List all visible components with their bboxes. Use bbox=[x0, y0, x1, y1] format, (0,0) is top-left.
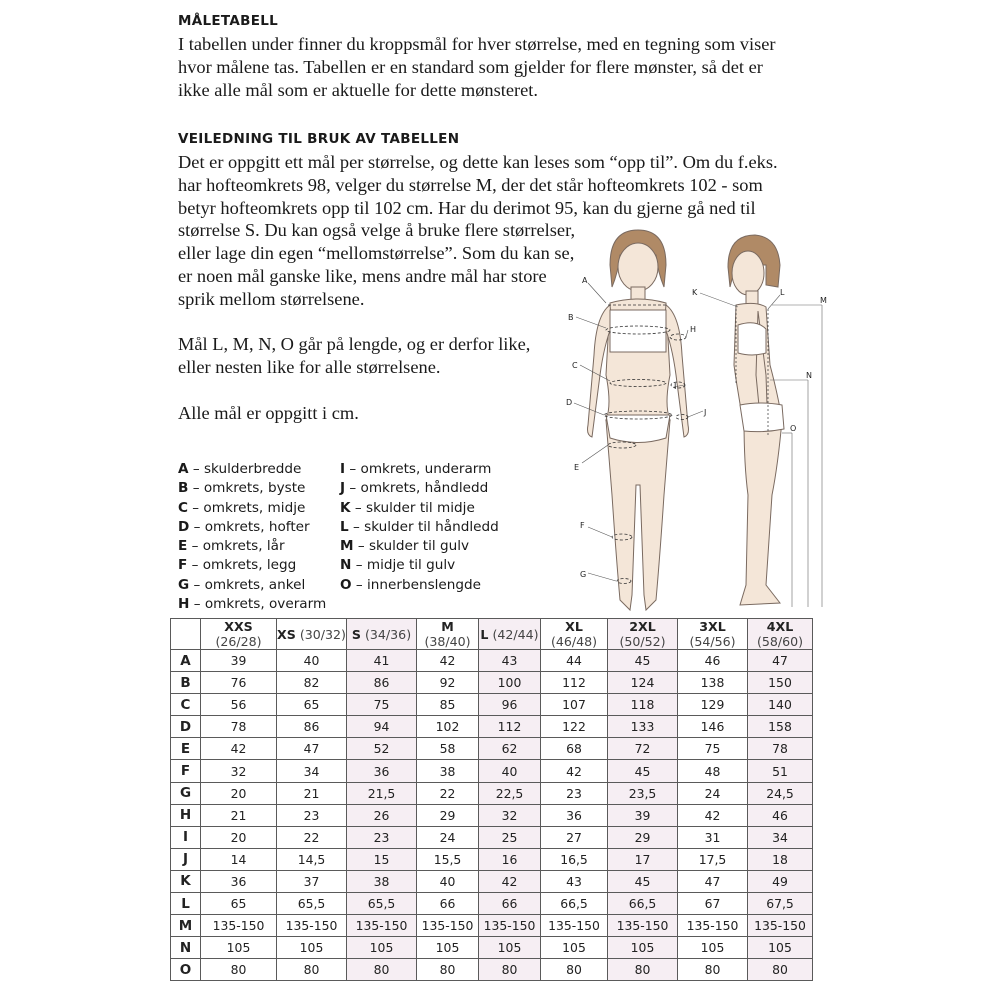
table-corner bbox=[171, 619, 201, 650]
row-label: E bbox=[171, 738, 201, 760]
figure-label-l: L bbox=[780, 288, 785, 297]
table-cell: 40 bbox=[417, 870, 479, 892]
guide-line: betyr hofteomkrets opp til 102 cm. Har du derimot 95, kan du gjerne gå ned til bbox=[178, 197, 756, 218]
table-cell: 21 bbox=[201, 804, 277, 826]
table-cell: 80 bbox=[541, 959, 608, 981]
table-cell: 36 bbox=[201, 870, 277, 892]
row-label: F bbox=[171, 760, 201, 782]
row-label: H bbox=[171, 804, 201, 826]
table-row bbox=[171, 893, 813, 915]
table-cell: 47 bbox=[748, 650, 813, 672]
row-label: G bbox=[171, 782, 201, 804]
table-cell: 66 bbox=[417, 893, 479, 915]
table-cell: 41 bbox=[347, 650, 417, 672]
table-row bbox=[171, 826, 813, 848]
table-cell: 31 bbox=[678, 826, 748, 848]
table-cell: 72 bbox=[608, 738, 678, 760]
table-cell: 38 bbox=[417, 760, 479, 782]
table-cell: 49 bbox=[748, 870, 813, 892]
table-cell: 47 bbox=[678, 870, 748, 892]
figure-label-j: J bbox=[704, 408, 707, 417]
table-cell: 17 bbox=[608, 848, 678, 870]
table-cell: 34 bbox=[748, 826, 813, 848]
table-cell: 58 bbox=[417, 738, 479, 760]
row-label: C bbox=[171, 694, 201, 716]
table-cell: 105 bbox=[201, 937, 277, 959]
table-cell: 39 bbox=[608, 804, 678, 826]
table-cell: 37 bbox=[277, 870, 347, 892]
table-row bbox=[171, 959, 813, 981]
table-cell: 17,5 bbox=[678, 848, 748, 870]
legend-item: L – skulder til håndledd bbox=[340, 518, 499, 535]
table-cell: 29 bbox=[417, 804, 479, 826]
table-cell: 14 bbox=[201, 848, 277, 870]
table-cell: 86 bbox=[347, 672, 417, 694]
table-cell: 133 bbox=[608, 716, 678, 738]
table-cell: 56 bbox=[201, 694, 277, 716]
row-label: L bbox=[171, 893, 201, 915]
table-cell: 107 bbox=[541, 694, 608, 716]
table-row bbox=[171, 937, 813, 959]
legend-left bbox=[178, 460, 326, 614]
intro-line: hvor målene tas. Tabellen er en standard som gjelder for flere mønster, så det er bbox=[178, 56, 763, 77]
figure-label-m: M bbox=[820, 296, 827, 305]
table-cell: 20 bbox=[201, 782, 277, 804]
row-label: N bbox=[171, 937, 201, 959]
table-cell: 23 bbox=[347, 826, 417, 848]
row-label: B bbox=[171, 672, 201, 694]
table-cell: 25 bbox=[479, 826, 541, 848]
table-cell: 65 bbox=[277, 694, 347, 716]
table-cell: 135-150 bbox=[678, 915, 748, 937]
size-header-s: S (34/36) bbox=[347, 619, 417, 650]
size-header-xl: XL (46/48) bbox=[541, 619, 608, 650]
table-cell: 80 bbox=[277, 959, 347, 981]
side-bra-icon bbox=[738, 323, 766, 355]
guide-line: Mål L, M, N, O går på lengde, og er derfor like, bbox=[178, 334, 531, 355]
table-cell: 16 bbox=[479, 848, 541, 870]
table-cell: 92 bbox=[417, 672, 479, 694]
table-cell: 42 bbox=[201, 738, 277, 760]
intro-line: ikke alle mål som er aktuelle for dette mønsteret. bbox=[178, 79, 539, 100]
table-cell: 21 bbox=[277, 782, 347, 804]
figure-label-h: H bbox=[690, 325, 697, 334]
side-leg-icon bbox=[740, 420, 782, 605]
front-brief-icon bbox=[606, 415, 670, 443]
legend-item: H – omkrets, overarm bbox=[178, 596, 327, 613]
table-cell: 43 bbox=[479, 650, 541, 672]
size-header-m: M (38/40) bbox=[417, 619, 479, 650]
table-cell: 135-150 bbox=[479, 915, 541, 937]
table-cell: 65 bbox=[201, 893, 277, 915]
table-row bbox=[171, 672, 813, 694]
table-cell: 78 bbox=[201, 716, 277, 738]
table-cell: 118 bbox=[608, 694, 678, 716]
table-cell: 135-150 bbox=[417, 915, 479, 937]
intro-paragraph bbox=[178, 33, 776, 101]
table-cell: 85 bbox=[417, 694, 479, 716]
table-cell: 80 bbox=[748, 959, 813, 981]
legend-right bbox=[340, 460, 499, 595]
table-cell: 23,5 bbox=[608, 782, 678, 804]
table-cell: 150 bbox=[748, 672, 813, 694]
table-cell: 105 bbox=[277, 937, 347, 959]
row-label: O bbox=[171, 959, 201, 981]
guide-line: Alle mål er oppgitt i cm. bbox=[178, 402, 359, 423]
table-cell: 158 bbox=[748, 716, 813, 738]
table-cell: 32 bbox=[201, 760, 277, 782]
table-cell: 51 bbox=[748, 760, 813, 782]
table-cell: 24 bbox=[678, 782, 748, 804]
table-cell: 67,5 bbox=[748, 893, 813, 915]
table-cell: 76 bbox=[201, 672, 277, 694]
table-cell: 80 bbox=[201, 959, 277, 981]
section-heading-veiledning: VEILEDNING TIL BRUK AV TABELLEN bbox=[178, 131, 460, 147]
table-cell: 105 bbox=[608, 937, 678, 959]
figure-label-a: A bbox=[582, 276, 588, 285]
figure-label-g: G bbox=[580, 570, 587, 579]
guide-line: har hofteomkrets 98, velger du størrelse M, der det står hofteomkrets 102 - som bbox=[178, 174, 763, 195]
table-cell: 135-150 bbox=[541, 915, 608, 937]
figure-label-b: B bbox=[568, 313, 574, 322]
table-cell: 38 bbox=[347, 870, 417, 892]
table-cell: 66,5 bbox=[608, 893, 678, 915]
row-label: A bbox=[171, 650, 201, 672]
table-cell: 24 bbox=[417, 826, 479, 848]
figure-label-f: F bbox=[580, 521, 585, 530]
table-row bbox=[171, 782, 813, 804]
figure-label-k: K bbox=[692, 288, 698, 297]
table-row bbox=[171, 738, 813, 760]
legend-item: O – innerbenslengde bbox=[340, 576, 482, 593]
front-legs-icon bbox=[606, 420, 670, 610]
table-cell: 75 bbox=[347, 694, 417, 716]
table-cell: 42 bbox=[479, 870, 541, 892]
table-cell: 22 bbox=[277, 826, 347, 848]
table-cell: 20 bbox=[201, 826, 277, 848]
table-cell: 66,5 bbox=[541, 893, 608, 915]
legend-item: F – omkrets, legg bbox=[178, 557, 297, 574]
figure-label-n: N bbox=[806, 371, 812, 380]
table-body bbox=[171, 650, 813, 981]
guide-line: størrelse S. Du kan også velge å bruke flere størrelser, bbox=[178, 220, 576, 241]
table-cell: 135-150 bbox=[347, 915, 417, 937]
table-cell: 105 bbox=[479, 937, 541, 959]
table-cell: 65,5 bbox=[347, 893, 417, 915]
table-cell: 75 bbox=[678, 738, 748, 760]
table-cell: 42 bbox=[678, 804, 748, 826]
side-brief-icon bbox=[740, 403, 784, 432]
legend-item: I – omkrets, underarm bbox=[340, 461, 492, 477]
table-cell: 45 bbox=[608, 760, 678, 782]
table-cell: 39 bbox=[201, 650, 277, 672]
table-cell: 18 bbox=[748, 848, 813, 870]
table-cell: 94 bbox=[347, 716, 417, 738]
table-cell: 40 bbox=[479, 760, 541, 782]
legend-item: D – omkrets, hofter bbox=[178, 518, 310, 535]
figure-label-i: I bbox=[674, 382, 677, 391]
table-cell: 36 bbox=[541, 804, 608, 826]
table-cell: 66 bbox=[479, 893, 541, 915]
table-cell: 80 bbox=[608, 959, 678, 981]
figure-label-e: E bbox=[574, 463, 580, 472]
table-row bbox=[171, 760, 813, 782]
table-cell: 22,5 bbox=[479, 782, 541, 804]
table-cell: 105 bbox=[347, 937, 417, 959]
table-cell: 14,5 bbox=[277, 848, 347, 870]
guide-line: sprik mellom størrelsene. bbox=[178, 288, 365, 309]
size-header-4xl: 4XL (58/60) bbox=[748, 619, 813, 650]
legend-item: A – skulderbredde bbox=[178, 461, 302, 477]
legend-item: K – skulder til midje bbox=[340, 499, 475, 516]
table-cell: 29 bbox=[608, 826, 678, 848]
table-row bbox=[171, 915, 813, 937]
table-cell: 15,5 bbox=[417, 848, 479, 870]
figure-label-d: D bbox=[566, 398, 573, 407]
table-cell: 45 bbox=[608, 870, 678, 892]
row-label: K bbox=[171, 870, 201, 892]
table-cell: 80 bbox=[347, 959, 417, 981]
table-cell: 16,5 bbox=[541, 848, 608, 870]
table-cell: 78 bbox=[748, 738, 813, 760]
table-cell: 82 bbox=[277, 672, 347, 694]
table-cell: 47 bbox=[277, 738, 347, 760]
legend-item: B – omkrets, byste bbox=[178, 480, 306, 497]
table-cell: 80 bbox=[479, 959, 541, 981]
table-cell: 48 bbox=[678, 760, 748, 782]
table-cell: 138 bbox=[678, 672, 748, 694]
legend-item: N – midje til gulv bbox=[340, 557, 456, 574]
table-cell: 124 bbox=[608, 672, 678, 694]
size-header-3xl: 3XL (54/56) bbox=[678, 619, 748, 650]
table-cell: 105 bbox=[748, 937, 813, 959]
table-cell: 43 bbox=[541, 870, 608, 892]
table-row bbox=[171, 716, 813, 738]
table-cell: 80 bbox=[417, 959, 479, 981]
table-cell: 40 bbox=[277, 650, 347, 672]
table-cell: 46 bbox=[748, 804, 813, 826]
size-header-l: L (42/44) bbox=[479, 619, 541, 650]
section-heading-maaletabell: MÅLETABELL bbox=[178, 13, 279, 29]
table-row bbox=[171, 804, 813, 826]
table-cell: 36 bbox=[347, 760, 417, 782]
table-cell: 105 bbox=[678, 937, 748, 959]
row-label: I bbox=[171, 826, 201, 848]
intro-line: I tabellen under finner du kroppsmål for hver størrelse, med en tegning som viser bbox=[178, 34, 776, 54]
size-header-xs: XS (30/32) bbox=[277, 619, 347, 650]
table-cell: 44 bbox=[541, 650, 608, 672]
legend-item: M – skulder til gulv bbox=[340, 538, 470, 555]
guide-line: eller nesten like for alle størrelsene. bbox=[178, 357, 441, 378]
table-cell: 112 bbox=[479, 716, 541, 738]
table-cell: 27 bbox=[541, 826, 608, 848]
table-header-row bbox=[171, 619, 813, 650]
table-cell: 135-150 bbox=[608, 915, 678, 937]
legend-item: C – omkrets, midje bbox=[178, 499, 306, 516]
table-cell: 105 bbox=[541, 937, 608, 959]
table-cell: 96 bbox=[479, 694, 541, 716]
table-cell: 15 bbox=[347, 848, 417, 870]
table-cell: 42 bbox=[417, 650, 479, 672]
table-row bbox=[171, 694, 813, 716]
front-bra-icon bbox=[610, 310, 666, 352]
table-cell: 140 bbox=[748, 694, 813, 716]
table-row bbox=[171, 870, 813, 892]
table-cell: 32 bbox=[479, 804, 541, 826]
row-label: D bbox=[171, 716, 201, 738]
table-cell: 26 bbox=[347, 804, 417, 826]
table-cell: 22 bbox=[417, 782, 479, 804]
table-cell: 24,5 bbox=[748, 782, 813, 804]
table-cell: 146 bbox=[678, 716, 748, 738]
table-cell: 67 bbox=[678, 893, 748, 915]
table-cell: 68 bbox=[541, 738, 608, 760]
row-label: M bbox=[171, 915, 201, 937]
body-measurement-illustration bbox=[560, 225, 1000, 620]
figure-label-o: O bbox=[790, 424, 797, 433]
row-label: J bbox=[171, 848, 201, 870]
front-head-icon bbox=[618, 243, 658, 291]
figure-label-c: C bbox=[572, 361, 578, 370]
guide-line: eller lage din egen “mellomstørrelse”. Som du kan se, bbox=[178, 243, 575, 264]
size-chart-table bbox=[170, 618, 813, 981]
table-cell: 23 bbox=[541, 782, 608, 804]
table-cell: 42 bbox=[541, 760, 608, 782]
size-header-2xl: 2XL (50/52) bbox=[608, 619, 678, 650]
table-cell: 62 bbox=[479, 738, 541, 760]
table-cell: 65,5 bbox=[277, 893, 347, 915]
table-cell: 112 bbox=[541, 672, 608, 694]
table-cell: 135-150 bbox=[277, 915, 347, 937]
table-cell: 23 bbox=[277, 804, 347, 826]
table-cell: 46 bbox=[678, 650, 748, 672]
table-cell: 21,5 bbox=[347, 782, 417, 804]
legend-item: G – omkrets, ankel bbox=[178, 576, 306, 593]
table-cell: 135-150 bbox=[201, 915, 277, 937]
table-cell: 122 bbox=[541, 716, 608, 738]
legend-item: E – omkrets, lår bbox=[178, 538, 285, 555]
table-row bbox=[171, 848, 813, 870]
table-cell: 129 bbox=[678, 694, 748, 716]
table-cell: 135-150 bbox=[748, 915, 813, 937]
table-row bbox=[171, 650, 813, 672]
table-cell: 86 bbox=[277, 716, 347, 738]
table-cell: 100 bbox=[479, 672, 541, 694]
guide-line: er noen mål ganske like, mens andre mål har store bbox=[178, 265, 547, 286]
table-cell: 52 bbox=[347, 738, 417, 760]
side-head-icon bbox=[732, 251, 764, 295]
table-cell: 45 bbox=[608, 650, 678, 672]
table-cell: 34 bbox=[277, 760, 347, 782]
table-cell: 105 bbox=[417, 937, 479, 959]
table-cell: 102 bbox=[417, 716, 479, 738]
guide-line: Det er oppgitt ett mål per størrelse, og dette kan leses som “opp til”. Om du f.eks. bbox=[178, 152, 778, 172]
legend-item: J – omkrets, håndledd bbox=[340, 480, 489, 497]
table-cell: 80 bbox=[678, 959, 748, 981]
size-header-xxs: XXS (26/28) bbox=[201, 619, 277, 650]
